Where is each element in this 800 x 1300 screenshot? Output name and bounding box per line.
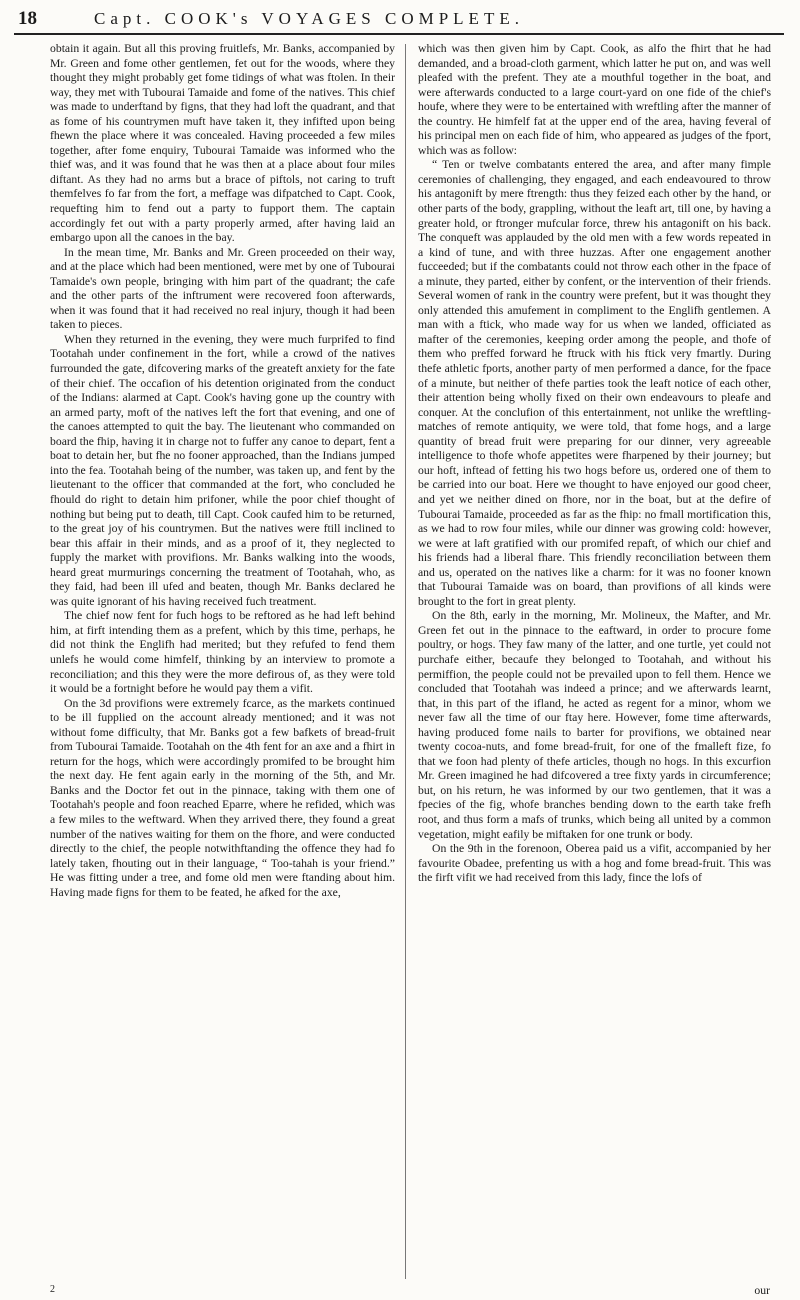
running-head: Capt. COOK's VOYAGES COMPLETE. bbox=[94, 9, 524, 28]
signature-mark: 2 bbox=[50, 1284, 55, 1295]
right-column bbox=[418, 42, 771, 1287]
header-rule bbox=[14, 33, 784, 35]
page-number: 18 bbox=[18, 8, 37, 29]
paragraph: “ Ten or twelve combatants entered the area, and after many fimple ceremonies of challenging, they engaged, and each endeavoured to throw his antagonift by mere ftrength: thus they feized each other by the hand, or other parts of the body, grappling, without the leaft art, till one, by having a greater hold, or ftronger mufcular force, threw his antagonift on his back. The conqueft was applauded by the old men with a few words repeated in a kind of tune, and with three huzzas. After one engagement another fucceeded; but if the combatants could not throw each other in the fpace of a minute, they parted, either by confent, or the intervention of their friends. Several women of rank in the country were prefent, but it was thought they only attended this amufement in compliment to the Englifh gentlemen. A man with a ftick, who made way for us when we landed, officiated as mafter of the ceremonies, keeping order among the people, and thofe of them who preffed forward he ftruck with his ftick very fmartly. During thefe athletic fports, another party of men performed a dance, for the fpace of a minute, but neither of thefe parties took the leaft notice of each other, their attention being wholly fixed on their own endeavours to pleafe and conquer. At the conclufion of this entertainment, not unlike the wreftling-matches of remote antiquity, we were told, that fome hogs, and a large quantity of bread fruit were preparing for our dinner, very agreeable intelligence to thofe whofe appetites were fharpened by their journey; but our hoft, inftead of fetting his two hogs before us, ordered one of them to be carried into our boat. Here we thought to have enjoyed our good cheer, and yet we neither dined on fhore, nor in the boat, but at the defire of Tubourai Tamaide, proceeded as far as the fhip: no fmall mortification this, as we had to row four miles, while our dinner was growing cold: however, we were at laft gratified with our promifed repaft, of which our chief and his friends had a liberal fhare. This friendly reconciliation between them and us, operated on the natives like a charm: for it was no fooner known that Tubourai Tamaide was on board, than provifions of all kinds were brought to the fort in great plenty. bbox=[418, 158, 771, 608]
paragraph: On the 8th, early in the morning, Mr. Molineux, the Mafter, and Mr. Green fet out in the pinnace to the eaftward, in order to procure fome poultry, or hogs. They faw many of the latter, and one turtle, yet could not purchafe either, becaufe they belonged to Tootahah, and without his permiffion, the people could not be prevailed upon to fell them. Hence we concluded that Tootahah was indeed a prince; and we afterwards learnt, that, in this part of the ifland, he acted as regent for a minor, whom we never faw all the time of our ftay here. However, fome time afterwards, having produced fome nails to barter for provifions, we obtained near twenty cocoa-nuts, and fome bread-fruit, for one of the fmalleft fize, fo that we foon had plenty of thefe articles, though no hogs. In this excurfion Mr. Green imagined he had difcovered a tree fixty yards in circumference; but, on his return, he was informed by our two gentlemen, that it was a fpecies of the fig, whofe branches bending down to the earth take frefh root, and thus form a mafs of trunks, which being all united by a common vegetation, might eafily be miftaken for one trunk or body. bbox=[418, 609, 771, 841]
left-column bbox=[50, 42, 395, 1287]
catchword: our bbox=[754, 1284, 770, 1297]
paragraph: On the 9th in the forenoon, Oberea paid us a vifit, accompanied by her favourite Obadee, prefenting us with a hog and fome bread-fruit. This was the firft vifit we had received from this lady, fince the lofs of bbox=[418, 842, 771, 885]
page-header bbox=[14, 6, 784, 32]
column-divider bbox=[405, 44, 406, 1279]
paragraph: The chief now fent for fuch hogs to be reftored as he had left behind him, at firft intending them as a prefent, which by this time, perhaps, he did not think the Englifh had merited; but they refufed to fend them unlefs he would come himfelf, thinking by an interview to promote a reconciliation; and this they were the more defirous of, as they were told it would be a fortnight before he would pay them a vifit. bbox=[50, 609, 395, 696]
paragraph: In the mean time, Mr. Banks and Mr. Green proceeded on their way, and at the place which had been mentioned, were met by one of Tubourai Tamaide's own people, bringing with him part of the quadrant; the cafe and the other parts of the inftrument were recovered foon afterwards, when it was found that it had received no real injury, though it had been taken to pieces. bbox=[50, 245, 395, 332]
paragraph: When they returned in the evening, they were much furprifed to find Tootahah under confinement in the fort, while a crowd of the natives furrounded the gate, difcovering marks of the greateft anxiety for the fate of their chief. The occafion of his detention originated from the conduct of the Indians: alarmed at Capt. Cook's having gone up the country with an armed party, moft of the natives left the fort that evening, and one of the canoes attempted to quit the bay. The lieutenant who commanded on board the fhip, having it in charge not to fuffer any canoe to depart, fent a boat to detain her, but fhe no fooner approached, than the Indians jumped into the fea. Tootahah being of the number, was taken up, and fent by the lieutenant to the officer that commanded at the fort, who concluded he fhould do right to detain him prifoner, while the poor chief thought of nothing but being put to death, till Capt. Cook caufed him to be returned, to the great joy of his countrymen. But the natives were ftill inclined to bear this affair in their minds, and as a proof of it, they neglected to fupply the market with provifions. Mr. Banks walking into the woods, heard great murmurings concerning the treatment of Tootahah, who, as they faid, had been ill ufed and beaten, though Mr. Banks declared he was quite ignorant of his having received fuch treatment. bbox=[50, 332, 395, 608]
paragraph: which was then given him by Capt. Cook, as alfo the fhirt that he had demanded, and a broad-cloth garment, which latter he put on, and was well pleafed with the prefent. They ate a mouthful together in the boat, and were afterwards conducted to a large court-yard on one fide of the chief's houfe, where they were to be entertained with wreftling after the manner of the country. He himfelf fat at the upper end of the area, having feveral of his principal men on each fide of him, who appeared as judges of the fport, which was as follow: bbox=[418, 42, 771, 157]
paragraph: obtain it again. But all this proving fruitlefs, Mr. Banks, accompanied by Mr. Green and fome other gentlemen, fet out for the woods, where they thought they might probably get fome tidings of what was ftolen. In their way, they met with Tubourai Tamaide and fome of the natives. This chief was made to underftand by figns, that they had loft the quadrant, and that as fome of his countrymen muft have taken it, they infifted upon being fhewn the place where it was concealed. Having proceeded a few miles together, after fome enquiry, Tubourai Tamaide was informed who the thief was, and it was found that he was then at a place about four miles diftant. As they had no arms but a brace of piftols, not caring to truft themfelves fo far from the fort, a meffage was difpatched to Capt. Cook, requefting him to fend out a party to fupport them. The captain accordingly fet out with a party properly armed, after having laid an embargo upon all the canoes in the bay. bbox=[50, 42, 395, 245]
paragraph: On the 3d provifions were extremely fcarce, as the markets continued to be ill fupplied on the account already mentioned; and it was not without fome difficulty, that Mr. Banks got a few bafkets of bread-fruit from Tubourai Tamaide. Tootahah on the 4th fent for an axe and a fhirt in return for the hogs, which were accordingly promifed to be brought him the next day. He fent again early in the morning of the 5th, and Mr. Banks and the Doctor fet out in the pinnace, taking with them one of Tootahah's people and foon reached Eparre, where he refided, which was a few miles to the weftward. When they arrived there, they found a great number of the natives waiting for them on the fhore, and were conducted directly to the chief, the people notwithftanding the offence they had fo lately taken, fhouting out in their language, “ Too-tahah is your friend.” He was fitting under a tree, and fome old men were ftanding about him. Having made figns for them to be feated, he afked for the axe, bbox=[50, 696, 395, 899]
